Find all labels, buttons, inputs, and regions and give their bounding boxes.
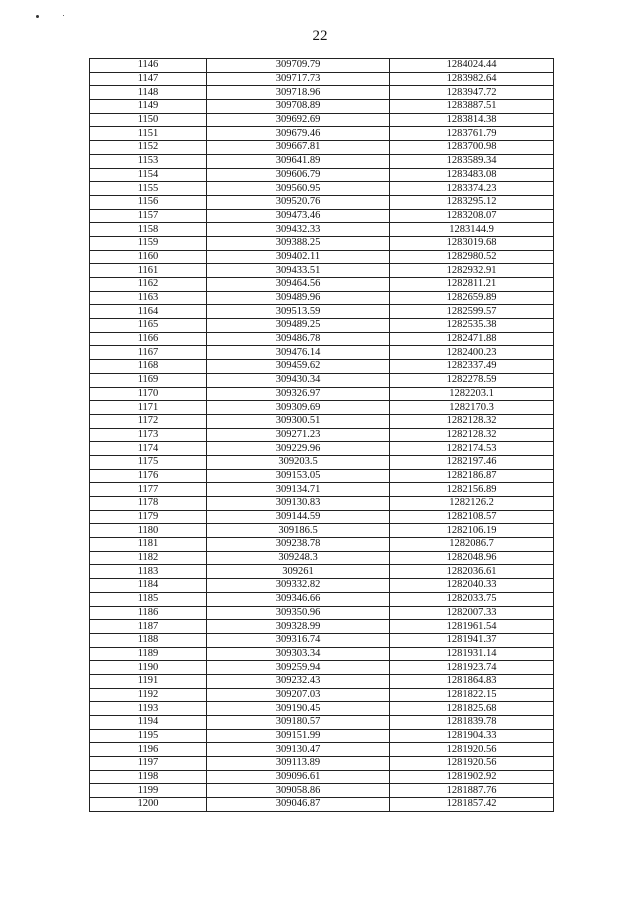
y-coordinate-cell: 1283144.9 [390, 223, 554, 237]
x-coordinate-cell: 309679.46 [207, 127, 390, 141]
x-coordinate-cell: 309271.23 [207, 428, 390, 442]
table-row [90, 661, 554, 675]
y-coordinate-cell: 1282033.75 [390, 592, 554, 606]
table-row [90, 688, 554, 702]
x-coordinate-cell: 309096.61 [207, 770, 390, 784]
point-number-cell: 1154 [90, 168, 207, 182]
y-coordinate-cell: 1281825.68 [390, 702, 554, 716]
table-row [90, 291, 554, 305]
table-row [90, 387, 554, 401]
coordinates-table-body [90, 59, 554, 812]
table-row [90, 59, 554, 73]
table-row [90, 250, 554, 264]
x-coordinate-cell: 309300.51 [207, 414, 390, 428]
point-number-cell: 1183 [90, 565, 207, 579]
scan-speck [63, 15, 64, 16]
x-coordinate-cell: 309708.89 [207, 100, 390, 114]
table-row [90, 141, 554, 155]
x-coordinate-cell: 309326.97 [207, 387, 390, 401]
x-coordinate-cell: 309180.57 [207, 716, 390, 730]
table-row [90, 401, 554, 415]
point-number-cell: 1199 [90, 784, 207, 798]
point-number-cell: 1174 [90, 442, 207, 456]
y-coordinate-cell: 1283208.07 [390, 209, 554, 223]
y-coordinate-cell: 1282174.53 [390, 442, 554, 456]
x-coordinate-cell: 309316.74 [207, 633, 390, 647]
x-coordinate-cell: 309113.89 [207, 757, 390, 771]
y-coordinate-cell: 1282471.88 [390, 332, 554, 346]
point-number-cell: 1188 [90, 633, 207, 647]
y-coordinate-cell: 1282126.2 [390, 497, 554, 511]
y-coordinate-cell: 1283887.51 [390, 100, 554, 114]
x-coordinate-cell: 309520.76 [207, 195, 390, 209]
x-coordinate-cell: 309476.14 [207, 346, 390, 360]
point-number-cell: 1149 [90, 100, 207, 114]
scan-speck [36, 15, 39, 18]
table-row [90, 428, 554, 442]
x-coordinate-cell: 309207.03 [207, 688, 390, 702]
table-row [90, 305, 554, 319]
point-number-cell: 1184 [90, 579, 207, 593]
point-number-cell: 1185 [90, 592, 207, 606]
table-row [90, 633, 554, 647]
x-coordinate-cell: 309489.96 [207, 291, 390, 305]
y-coordinate-cell: 1281904.33 [390, 729, 554, 743]
table-row [90, 319, 554, 333]
table-row [90, 414, 554, 428]
x-coordinate-cell: 309486.78 [207, 332, 390, 346]
x-coordinate-cell: 309153.05 [207, 469, 390, 483]
table-row [90, 743, 554, 757]
point-number-cell: 1182 [90, 551, 207, 565]
point-number-cell: 1176 [90, 469, 207, 483]
y-coordinate-cell: 1282106.19 [390, 524, 554, 538]
y-coordinate-cell: 1281920.56 [390, 743, 554, 757]
x-coordinate-cell: 309692.69 [207, 113, 390, 127]
table-row [90, 757, 554, 771]
point-number-cell: 1152 [90, 141, 207, 155]
table-row [90, 168, 554, 182]
x-coordinate-cell: 309718.96 [207, 86, 390, 100]
y-coordinate-cell: 1282197.46 [390, 455, 554, 469]
y-coordinate-cell: 1281887.76 [390, 784, 554, 798]
y-coordinate-cell: 1283019.68 [390, 236, 554, 250]
table-row [90, 674, 554, 688]
point-number-cell: 1157 [90, 209, 207, 223]
x-coordinate-cell: 309432.33 [207, 223, 390, 237]
point-number-cell: 1190 [90, 661, 207, 675]
x-coordinate-cell: 309229.96 [207, 442, 390, 456]
y-coordinate-cell: 1284024.44 [390, 59, 554, 73]
point-number-cell: 1200 [90, 798, 207, 812]
point-number-cell: 1194 [90, 716, 207, 730]
y-coordinate-cell: 1281822.15 [390, 688, 554, 702]
table-row [90, 182, 554, 196]
x-coordinate-cell: 309328.99 [207, 620, 390, 634]
y-coordinate-cell: 1283700.98 [390, 141, 554, 155]
point-number-cell: 1173 [90, 428, 207, 442]
y-coordinate-cell: 1282086.7 [390, 538, 554, 552]
point-number-cell: 1168 [90, 360, 207, 374]
point-number-cell: 1158 [90, 223, 207, 237]
table-row [90, 716, 554, 730]
point-number-cell: 1170 [90, 387, 207, 401]
y-coordinate-cell: 1282036.61 [390, 565, 554, 579]
point-number-cell: 1162 [90, 278, 207, 292]
y-coordinate-cell: 1281941.37 [390, 633, 554, 647]
point-number-cell: 1171 [90, 401, 207, 415]
y-coordinate-cell: 1282156.89 [390, 483, 554, 497]
point-number-cell: 1179 [90, 510, 207, 524]
y-coordinate-cell: 1282128.32 [390, 428, 554, 442]
table-row [90, 332, 554, 346]
table-row [90, 538, 554, 552]
point-number-cell: 1165 [90, 319, 207, 333]
point-number-cell: 1169 [90, 373, 207, 387]
point-number-cell: 1146 [90, 59, 207, 73]
point-number-cell: 1187 [90, 620, 207, 634]
table-row [90, 360, 554, 374]
point-number-cell: 1178 [90, 497, 207, 511]
x-coordinate-cell: 309459.62 [207, 360, 390, 374]
point-number-cell: 1175 [90, 455, 207, 469]
x-coordinate-cell: 309058.86 [207, 784, 390, 798]
y-coordinate-cell: 1282170.3 [390, 401, 554, 415]
x-coordinate-cell: 309130.47 [207, 743, 390, 757]
point-number-cell: 1191 [90, 674, 207, 688]
x-coordinate-cell: 309402.11 [207, 250, 390, 264]
table-row [90, 620, 554, 634]
y-coordinate-cell: 1282932.91 [390, 264, 554, 278]
point-number-cell: 1163 [90, 291, 207, 305]
y-coordinate-cell: 1282007.33 [390, 606, 554, 620]
y-coordinate-cell: 1281857.42 [390, 798, 554, 812]
table-row [90, 565, 554, 579]
table-row [90, 579, 554, 593]
table-row [90, 455, 554, 469]
table-row [90, 278, 554, 292]
point-number-cell: 1167 [90, 346, 207, 360]
table-row [90, 127, 554, 141]
table-row [90, 209, 554, 223]
x-coordinate-cell: 309134.71 [207, 483, 390, 497]
x-coordinate-cell: 309606.79 [207, 168, 390, 182]
x-coordinate-cell: 309489.25 [207, 319, 390, 333]
table-row [90, 702, 554, 716]
point-number-cell: 1160 [90, 250, 207, 264]
y-coordinate-cell: 1281931.14 [390, 647, 554, 661]
x-coordinate-cell: 309144.59 [207, 510, 390, 524]
x-coordinate-cell: 309261 [207, 565, 390, 579]
y-coordinate-cell: 1283761.79 [390, 127, 554, 141]
table-row [90, 72, 554, 86]
table-row [90, 442, 554, 456]
y-coordinate-cell: 1282040.33 [390, 579, 554, 593]
point-number-cell: 1166 [90, 332, 207, 346]
y-coordinate-cell: 1282128.32 [390, 414, 554, 428]
y-coordinate-cell: 1283589.34 [390, 154, 554, 168]
y-coordinate-cell: 1282048.96 [390, 551, 554, 565]
table-row [90, 195, 554, 209]
x-coordinate-cell: 309433.51 [207, 264, 390, 278]
point-number-cell: 1156 [90, 195, 207, 209]
x-coordinate-cell: 309717.73 [207, 72, 390, 86]
x-coordinate-cell: 309641.89 [207, 154, 390, 168]
point-number-cell: 1180 [90, 524, 207, 538]
y-coordinate-cell: 1282400.23 [390, 346, 554, 360]
table-row [90, 100, 554, 114]
table-row [90, 113, 554, 127]
point-number-cell: 1150 [90, 113, 207, 127]
table-row [90, 264, 554, 278]
table-row [90, 784, 554, 798]
table-row [90, 510, 554, 524]
point-number-cell: 1196 [90, 743, 207, 757]
table-row [90, 346, 554, 360]
x-coordinate-cell: 309151.99 [207, 729, 390, 743]
x-coordinate-cell: 309350.96 [207, 606, 390, 620]
x-coordinate-cell: 309346.66 [207, 592, 390, 606]
x-coordinate-cell: 309130.83 [207, 497, 390, 511]
point-number-cell: 1198 [90, 770, 207, 784]
x-coordinate-cell: 309203.5 [207, 455, 390, 469]
table-row [90, 770, 554, 784]
table-row [90, 524, 554, 538]
y-coordinate-cell: 1283483.08 [390, 168, 554, 182]
point-number-cell: 1153 [90, 154, 207, 168]
point-number-cell: 1148 [90, 86, 207, 100]
x-coordinate-cell: 309430.34 [207, 373, 390, 387]
y-coordinate-cell: 1281902.92 [390, 770, 554, 784]
x-coordinate-cell: 309388.25 [207, 236, 390, 250]
y-coordinate-cell: 1282278.59 [390, 373, 554, 387]
y-coordinate-cell: 1283814.38 [390, 113, 554, 127]
page-number: 22 [312, 28, 328, 44]
y-coordinate-cell: 1282108.57 [390, 510, 554, 524]
y-coordinate-cell: 1282659.89 [390, 291, 554, 305]
x-coordinate-cell: 309190.45 [207, 702, 390, 716]
x-coordinate-cell: 309259.94 [207, 661, 390, 675]
y-coordinate-cell: 1283947.72 [390, 86, 554, 100]
point-number-cell: 1189 [90, 647, 207, 661]
coordinates-table [89, 58, 554, 812]
y-coordinate-cell: 1281839.78 [390, 716, 554, 730]
table-row [90, 483, 554, 497]
point-number-cell: 1147 [90, 72, 207, 86]
y-coordinate-cell: 1281961.54 [390, 620, 554, 634]
table-row [90, 606, 554, 620]
x-coordinate-cell: 309232.43 [207, 674, 390, 688]
x-coordinate-cell: 309238.78 [207, 538, 390, 552]
point-number-cell: 1161 [90, 264, 207, 278]
point-number-cell: 1181 [90, 538, 207, 552]
point-number-cell: 1164 [90, 305, 207, 319]
point-number-cell: 1159 [90, 236, 207, 250]
y-coordinate-cell: 1282535.38 [390, 319, 554, 333]
point-number-cell: 1192 [90, 688, 207, 702]
x-coordinate-cell: 309709.79 [207, 59, 390, 73]
x-coordinate-cell: 309464.56 [207, 278, 390, 292]
y-coordinate-cell: 1282337.49 [390, 360, 554, 374]
point-number-cell: 1151 [90, 127, 207, 141]
point-number-cell: 1195 [90, 729, 207, 743]
table-row [90, 223, 554, 237]
y-coordinate-cell: 1281920.56 [390, 757, 554, 771]
x-coordinate-cell: 309560.95 [207, 182, 390, 196]
x-coordinate-cell: 309513.59 [207, 305, 390, 319]
point-number-cell: 1197 [90, 757, 207, 771]
y-coordinate-cell: 1282203.1 [390, 387, 554, 401]
table-row [90, 469, 554, 483]
x-coordinate-cell: 309332.82 [207, 579, 390, 593]
y-coordinate-cell: 1282980.52 [390, 250, 554, 264]
table-row [90, 647, 554, 661]
table-row [90, 86, 554, 100]
table-row [90, 154, 554, 168]
table-row [90, 373, 554, 387]
point-number-cell: 1155 [90, 182, 207, 196]
point-number-cell: 1172 [90, 414, 207, 428]
y-coordinate-cell: 1283374.23 [390, 182, 554, 196]
x-coordinate-cell: 309667.81 [207, 141, 390, 155]
point-number-cell: 1186 [90, 606, 207, 620]
y-coordinate-cell: 1282186.87 [390, 469, 554, 483]
table-row [90, 798, 554, 812]
x-coordinate-cell: 309248.3 [207, 551, 390, 565]
table-row [90, 551, 554, 565]
x-coordinate-cell: 309186.5 [207, 524, 390, 538]
table-row [90, 236, 554, 250]
table-row [90, 497, 554, 511]
y-coordinate-cell: 1281864.83 [390, 674, 554, 688]
y-coordinate-cell: 1283982.64 [390, 72, 554, 86]
y-coordinate-cell: 1283295.12 [390, 195, 554, 209]
x-coordinate-cell: 309303.34 [207, 647, 390, 661]
x-coordinate-cell: 309046.87 [207, 798, 390, 812]
point-number-cell: 1193 [90, 702, 207, 716]
table-row [90, 729, 554, 743]
point-number-cell: 1177 [90, 483, 207, 497]
y-coordinate-cell: 1281923.74 [390, 661, 554, 675]
table-row [90, 592, 554, 606]
x-coordinate-cell: 309473.46 [207, 209, 390, 223]
y-coordinate-cell: 1282599.57 [390, 305, 554, 319]
y-coordinate-cell: 1282811.21 [390, 278, 554, 292]
x-coordinate-cell: 309309.69 [207, 401, 390, 415]
